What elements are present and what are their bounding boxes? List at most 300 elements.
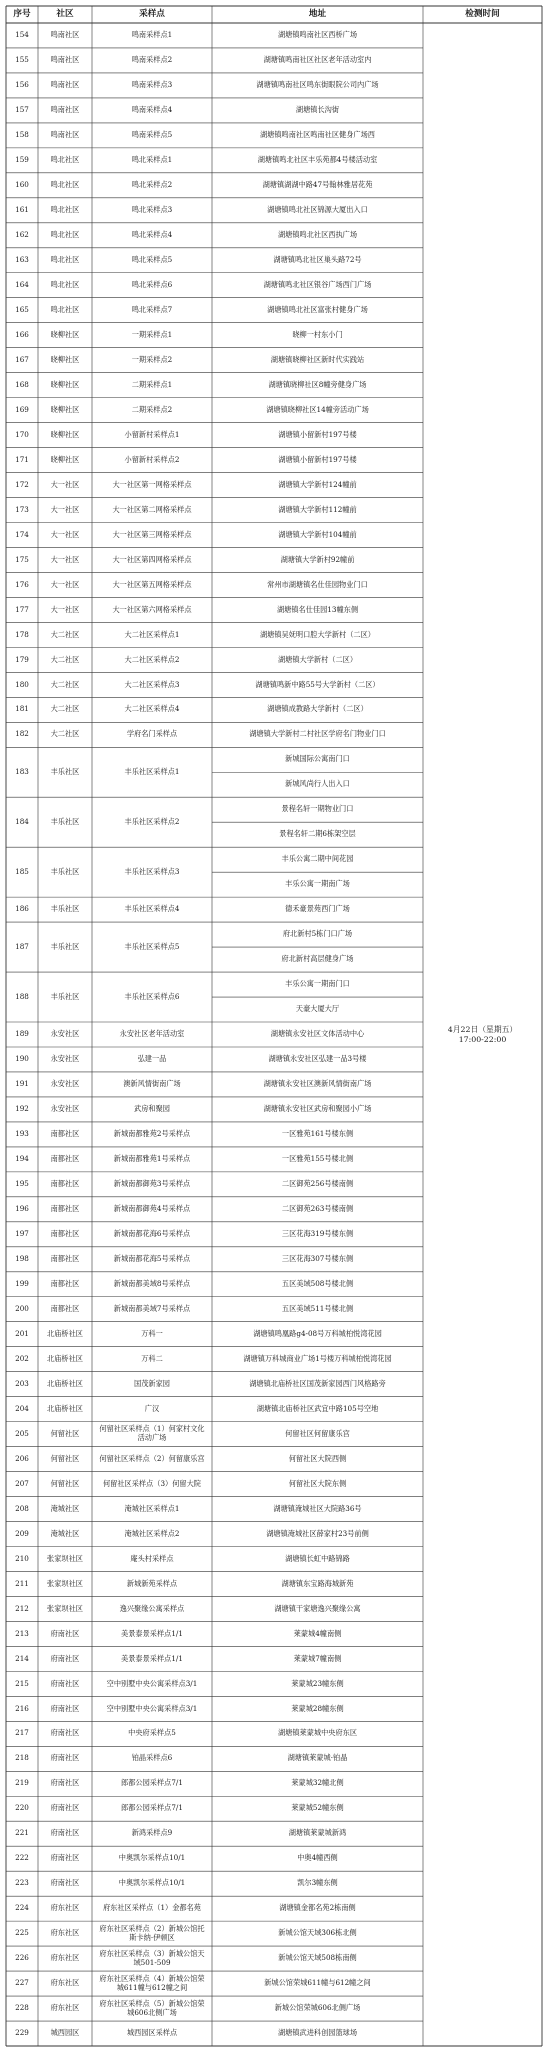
row-number: 227 bbox=[15, 1978, 29, 1988]
row-site: 新城南都雅苑2号采样点 bbox=[113, 1129, 191, 1139]
row-address: 新城公馆荣城611幢与612幢之间 bbox=[264, 1978, 371, 1988]
row-community: 晓柳社区 bbox=[50, 354, 80, 364]
row-address: 湖塘镇鸣南社区鸣东街眼院公司内广场 bbox=[256, 80, 379, 90]
row-address: 湖塘镇鸣南社区社区老年活动室内 bbox=[263, 55, 372, 65]
row-community: 府南社区 bbox=[50, 1778, 80, 1788]
row-address: 湖塘镇晓柳社区8幢旁健身广场 bbox=[268, 379, 367, 389]
row-address: 新城风尚行人出入口 bbox=[285, 779, 350, 789]
row-number: 225 bbox=[15, 1928, 29, 1938]
row-number: 201 bbox=[15, 1328, 29, 1338]
row-community: 晓柳社区 bbox=[50, 404, 80, 414]
row-address: 湖塘镇鸣北社区锦源大厦出入口 bbox=[267, 204, 368, 214]
row-community: 府南社区 bbox=[50, 1853, 80, 1863]
row-address: 湖塘镇鸣北社区巢头路72号 bbox=[273, 254, 362, 264]
row-address: 湖塘镇晓柳社区新时代实践站 bbox=[270, 354, 365, 364]
row-site: 大二社区采样点4 bbox=[124, 704, 180, 714]
row-number: 154 bbox=[15, 30, 29, 40]
row-address: 何留社区何留康乐宫 bbox=[285, 1428, 350, 1438]
row-number: 186 bbox=[15, 904, 29, 914]
row-community: 晓柳社区 bbox=[50, 329, 80, 339]
row-community: 大一社区 bbox=[50, 529, 80, 539]
row-community: 鸣南社区 bbox=[50, 55, 80, 65]
row-number: 168 bbox=[15, 379, 29, 389]
row-site: 鸣北采样点4 bbox=[131, 229, 173, 239]
row-address: 湖塘镇大学新村112幢前 bbox=[278, 504, 357, 514]
row-number: 187 bbox=[15, 941, 29, 951]
row-number: 195 bbox=[15, 1179, 29, 1189]
row-address: 莱蒙城52幢东侧 bbox=[291, 1803, 344, 1813]
row-number: 198 bbox=[15, 1253, 29, 1263]
row-number: 188 bbox=[15, 991, 29, 1001]
header-time: 检测时间 bbox=[465, 9, 500, 20]
row-address: 湖塘镇北庙桥社区武宜中路105号空地 bbox=[256, 1403, 379, 1413]
row-site: 大一社区第三网格采样点 bbox=[112, 529, 192, 539]
row-number: 226 bbox=[15, 1953, 29, 1963]
row-address: 莱蒙城32幢北侧 bbox=[291, 1778, 344, 1788]
row-site: 鸣南采样点1 bbox=[131, 30, 173, 40]
row-address: 湖塘镇湖湖中路47号翰林雅居花苑 bbox=[262, 180, 373, 189]
row-site: 新城南都御苑4号采样点 bbox=[113, 1203, 191, 1213]
row-number: 162 bbox=[15, 229, 29, 239]
row-number: 170 bbox=[15, 429, 29, 439]
row-address: 府北新村5栋门口广场 bbox=[282, 929, 353, 939]
row-community: 府东社区 bbox=[50, 1903, 80, 1913]
row-site: 大二社区采样点1 bbox=[124, 629, 180, 639]
row-number: 158 bbox=[15, 130, 29, 140]
row-site: 丰乐社区采样点6 bbox=[124, 991, 180, 1001]
row-number: 217 bbox=[15, 1728, 29, 1738]
row-number: 185 bbox=[15, 866, 29, 876]
row-number: 179 bbox=[15, 654, 29, 664]
row-community: 府东社区 bbox=[50, 1953, 80, 1963]
row-address: 二区御苑256号楼南侧 bbox=[281, 1179, 354, 1189]
row-address: 湖塘镇莱蒙城·铂晶 bbox=[287, 1753, 348, 1763]
row-number: 163 bbox=[15, 254, 29, 264]
row-site: 鸣北采样点6 bbox=[131, 279, 173, 289]
row-site: 新城南都美域8号采样点 bbox=[113, 1278, 191, 1288]
row-site: 府东社区采样点（1）金都名苑 bbox=[102, 1903, 201, 1913]
row-community: 晓柳社区 bbox=[50, 429, 80, 439]
row-address: 湖塘镇莱蒙城新鸿 bbox=[288, 1828, 347, 1838]
row-site: 国茂新家园 bbox=[134, 1378, 170, 1388]
row-number: 160 bbox=[15, 180, 29, 189]
row-address: 湖塘镇万科城商业广场1号楼万科城柏悦湾花园 bbox=[243, 1353, 392, 1363]
test-time: 4月22日（星期五） 17:00-22:00 bbox=[447, 1025, 518, 1044]
row-community: 府南社区 bbox=[50, 1728, 80, 1738]
row-number: 183 bbox=[15, 766, 29, 776]
row-site: 大二社区采样点3 bbox=[124, 679, 180, 689]
row-site: 何留社区采样点（1）何家村文化活动广场 bbox=[99, 1424, 205, 1443]
row-address: 湖塘镇莱蒙城中央府东区 bbox=[277, 1728, 358, 1738]
row-number: 157 bbox=[15, 105, 29, 115]
row-site: 大二社区采样点2 bbox=[124, 654, 180, 664]
row-number: 206 bbox=[15, 1453, 29, 1463]
row-site: 美景泰景采样点1/1 bbox=[121, 1653, 183, 1663]
row-community: 丰乐社区 bbox=[50, 904, 80, 914]
row-site: 武房和聚园 bbox=[134, 1104, 170, 1114]
row-site: 丰乐社区采样点2 bbox=[124, 816, 180, 826]
row-address: 莱蒙城28幢东侧 bbox=[291, 1703, 344, 1713]
row-site: 府东社区采样点（3）新城公馆天域501-509 bbox=[99, 1948, 205, 1967]
row-site: 淹城社区采样点2 bbox=[124, 1528, 180, 1538]
row-address: 天豪大厦大厅 bbox=[295, 1004, 340, 1014]
row-site: 府东社区采样点（4）新城公馆荣城611幢与612幢之间 bbox=[99, 1973, 205, 1992]
row-number: 184 bbox=[15, 816, 29, 826]
header-seq: 序号 bbox=[13, 9, 31, 20]
row-community: 永安社区 bbox=[50, 1079, 80, 1089]
row-community: 南都社区 bbox=[50, 1228, 80, 1238]
row-number: 165 bbox=[15, 304, 29, 314]
row-number: 212 bbox=[15, 1603, 29, 1613]
row-community: 鸣南社区 bbox=[50, 105, 80, 115]
row-address: 湖塘镇大学新村二村社区学府名门物业门口 bbox=[249, 729, 386, 739]
row-number: 196 bbox=[15, 1203, 29, 1213]
row-community: 府东社区 bbox=[50, 2003, 80, 2013]
row-site: 鸣南采样点3 bbox=[131, 80, 173, 90]
row-site: 鸣北采样点1 bbox=[131, 155, 173, 165]
row-community: 大一社区 bbox=[50, 479, 80, 489]
row-number: 194 bbox=[15, 1154, 29, 1164]
row-community: 鸣北社区 bbox=[50, 279, 80, 289]
row-site: 二期采样点1 bbox=[131, 379, 173, 389]
row-site: 鸣北采样点2 bbox=[131, 180, 173, 189]
row-community: 鸣南社区 bbox=[50, 130, 80, 140]
row-site: 中奥凯尔采样点10/1 bbox=[118, 1878, 186, 1888]
row-number: 222 bbox=[15, 1853, 29, 1863]
row-community: 北庙桥社区 bbox=[47, 1353, 83, 1363]
row-address: 湖塘镇鸣北社区丰乐苑都4号楼活动室 bbox=[257, 155, 378, 165]
row-community: 大一社区 bbox=[50, 504, 80, 514]
row-address: 一区雅苑155号楼北侧 bbox=[281, 1154, 354, 1164]
row-address: 何留社区大院东侧 bbox=[288, 1478, 347, 1488]
row-community: 府南社区 bbox=[50, 1703, 80, 1713]
row-site: 永安社区老年活动室 bbox=[119, 1029, 185, 1039]
row-address: 丰乐公寓一期南广场 bbox=[285, 879, 350, 889]
row-site: 何留社区采样点（3）何留大院 bbox=[102, 1478, 201, 1488]
row-number: 161 bbox=[15, 204, 29, 214]
row-address: 常州市湖塘镇名仕佳园物业门口 bbox=[267, 579, 368, 589]
header-community: 社区 bbox=[56, 9, 74, 20]
row-address: 新城公馆荣城606北侧广场 bbox=[274, 2003, 361, 2013]
row-community: 府南社区 bbox=[50, 1828, 80, 1838]
row-address: 中奥4幢西侧 bbox=[297, 1853, 338, 1863]
row-community: 南都社区 bbox=[50, 1303, 80, 1313]
row-site: 小留新村采样点1 bbox=[124, 429, 180, 439]
row-number: 202 bbox=[15, 1353, 29, 1363]
row-address: 湖塘镇永安社区文体活动中心 bbox=[270, 1029, 365, 1039]
row-address: 湖塘镇晓柳社区14幢旁活动广场 bbox=[266, 404, 369, 414]
row-community: 张家坝社区 bbox=[47, 1578, 83, 1588]
row-number: 203 bbox=[15, 1378, 29, 1388]
row-community: 丰乐社区 bbox=[50, 941, 80, 951]
row-site: 府东社区采样点（2）新城公馆托斯卡纳·伊顿区 bbox=[99, 1923, 205, 1942]
row-number: 199 bbox=[15, 1278, 29, 1288]
row-community: 南都社区 bbox=[50, 1203, 80, 1213]
row-number: 155 bbox=[15, 55, 29, 65]
row-site: 鸣南采样点5 bbox=[131, 130, 173, 140]
row-address: 新城公馆天域508栋南侧 bbox=[278, 1953, 357, 1963]
row-address: 二区御苑263号楼南侧 bbox=[281, 1203, 354, 1213]
row-address: 凯尔3幢东侧 bbox=[297, 1878, 338, 1888]
row-address: 湖塘镇鸣新中路55号大学新村（二区） bbox=[255, 679, 380, 689]
row-number: 176 bbox=[15, 579, 29, 589]
row-community: 何留社区 bbox=[50, 1478, 80, 1488]
row-community: 永安社区 bbox=[50, 1054, 80, 1064]
row-address: 德禾豪景苑西门广场 bbox=[285, 904, 350, 914]
header-address: 地址 bbox=[308, 9, 327, 20]
row-site: 鸣南采样点4 bbox=[131, 105, 173, 115]
row-number: 213 bbox=[15, 1628, 29, 1638]
row-community: 城西园区 bbox=[50, 2028, 80, 2038]
row-community: 何留社区 bbox=[50, 1453, 80, 1463]
row-number: 169 bbox=[15, 404, 29, 414]
row-address: 湖塘镇成教路大学新村（二区） bbox=[267, 704, 368, 714]
row-site: 二期采样点2 bbox=[131, 404, 173, 414]
row-site: 铂晶采样点6 bbox=[131, 1753, 173, 1763]
row-address: 莱蒙城4幢南侧 bbox=[293, 1628, 342, 1638]
row-site: 鸣北采样点7 bbox=[131, 304, 173, 314]
row-community: 北庙桥社区 bbox=[47, 1403, 83, 1413]
row-number: 174 bbox=[15, 529, 29, 539]
row-number: 224 bbox=[15, 1903, 29, 1913]
header-site: 采样点 bbox=[139, 9, 165, 20]
row-site: 丰乐社区采样点4 bbox=[124, 904, 180, 914]
row-number: 221 bbox=[15, 1828, 29, 1838]
row-address: 湖塘镇小留新村197号楼 bbox=[278, 454, 357, 464]
row-address: 湖塘镇永安社区武房和聚园小广场 bbox=[263, 1104, 372, 1114]
row-community: 南都社区 bbox=[50, 1154, 80, 1164]
row-number: 193 bbox=[15, 1129, 29, 1139]
row-address: 何留社区大院西侧 bbox=[288, 1453, 347, 1463]
row-address: 一区雅苑161号楼东侧 bbox=[281, 1129, 354, 1139]
row-site: 郎都公园采样点7/1 bbox=[121, 1803, 183, 1813]
row-number: 191 bbox=[15, 1079, 29, 1089]
row-number: 210 bbox=[15, 1553, 29, 1563]
row-address: 湖塘镇大学新村（二区） bbox=[277, 654, 358, 664]
row-community: 大一社区 bbox=[50, 554, 80, 564]
row-number: 171 bbox=[15, 454, 29, 464]
row-site: 大一社区第二网格采样点 bbox=[112, 504, 192, 514]
row-community: 鸣北社区 bbox=[50, 180, 80, 189]
row-site: 鸣北采样点3 bbox=[131, 204, 173, 214]
row-site: 新城南都雅苑1号采样点 bbox=[113, 1154, 191, 1164]
row-number: 172 bbox=[15, 479, 29, 489]
row-community: 鸣北社区 bbox=[50, 229, 80, 239]
row-number: 218 bbox=[15, 1753, 29, 1763]
row-community: 北庙桥社区 bbox=[47, 1378, 83, 1388]
row-site: 中奥凯尔采样点10/1 bbox=[118, 1853, 186, 1863]
row-address: 湖塘镇鸣北社区银谷广场西门广场 bbox=[263, 279, 372, 289]
row-site: 万科二 bbox=[141, 1353, 163, 1363]
row-site: 新城南都花海5号采样点 bbox=[113, 1253, 191, 1263]
row-site: 鸣北采样点5 bbox=[131, 254, 173, 264]
row-number: 216 bbox=[15, 1703, 29, 1713]
row-address: 湖塘镇金都名苑2栋南侧 bbox=[279, 1903, 356, 1913]
row-site: 学府名门采样点 bbox=[126, 729, 178, 739]
row-site: 新城南都御苑3号采样点 bbox=[113, 1179, 191, 1189]
row-community: 大一社区 bbox=[50, 579, 80, 589]
row-site: 空中别墅中央公寓采样点3/1 bbox=[106, 1703, 198, 1713]
row-community: 晓柳社区 bbox=[50, 454, 80, 464]
row-community: 张家坝社区 bbox=[47, 1603, 83, 1613]
row-community: 府东社区 bbox=[50, 1978, 80, 1988]
row-number: 209 bbox=[15, 1528, 29, 1538]
row-community: 晓柳社区 bbox=[50, 379, 80, 389]
row-site: 新城新苑采样点 bbox=[126, 1578, 178, 1588]
row-number: 189 bbox=[15, 1029, 29, 1039]
row-address: 丰乐公寓一期南门口 bbox=[285, 979, 350, 989]
row-number: 190 bbox=[15, 1054, 29, 1064]
row-community: 大二社区 bbox=[50, 729, 80, 739]
row-address: 三区花海307号楼东侧 bbox=[281, 1253, 354, 1263]
row-community: 鸣北社区 bbox=[50, 254, 80, 264]
row-address: 湖塘镇北庙桥社区国茂新家园西门风格路旁 bbox=[249, 1378, 386, 1388]
row-number: 197 bbox=[15, 1228, 29, 1238]
row-site: 淹城社区采样点1 bbox=[124, 1503, 180, 1513]
row-site: 大一社区第四网格采样点 bbox=[112, 554, 192, 564]
row-address: 景程名轩一期物业门口 bbox=[281, 804, 354, 814]
row-number: 223 bbox=[15, 1878, 29, 1888]
row-number: 178 bbox=[15, 629, 29, 639]
row-address: 新城国际公寓南门口 bbox=[285, 754, 350, 764]
row-site: 中央府采样点5 bbox=[128, 1728, 176, 1738]
row-number: 156 bbox=[15, 80, 29, 90]
row-number: 215 bbox=[15, 1678, 29, 1688]
row-number: 164 bbox=[15, 279, 29, 289]
row-community: 丰乐社区 bbox=[50, 866, 80, 876]
row-site: 丰乐社区采样点3 bbox=[124, 866, 180, 876]
row-number: 167 bbox=[15, 354, 29, 364]
row-address: 湖塘镇大学新村104幢前 bbox=[278, 529, 357, 539]
row-address: 湖塘镇大学新村124幢前 bbox=[278, 479, 357, 489]
row-number: 166 bbox=[15, 329, 29, 339]
row-site: 府东社区采样点（5）新城公馆荣城606北侧广场 bbox=[99, 1998, 205, 2017]
row-site: 一期采样点1 bbox=[131, 329, 173, 339]
row-community: 大二社区 bbox=[50, 629, 80, 639]
row-number: 175 bbox=[15, 554, 29, 564]
row-site: 大一社区第六网格采样点 bbox=[112, 604, 192, 614]
row-address: 湖塘镇永安社区弘建一品3号楼 bbox=[268, 1054, 367, 1064]
row-site: 新城南都花海6号采样点 bbox=[113, 1228, 191, 1238]
row-number: 192 bbox=[15, 1104, 29, 1114]
row-site: 郎都公园采样点7/1 bbox=[121, 1778, 183, 1788]
row-address: 湖塘镇干家塘逸兴聚缘公寓 bbox=[274, 1603, 361, 1613]
row-number: 182 bbox=[15, 729, 29, 739]
row-community: 大一社区 bbox=[50, 604, 80, 614]
row-community: 大二社区 bbox=[50, 704, 80, 714]
row-address: 府北新村高层健身广场 bbox=[281, 954, 354, 964]
row-site: 空中别墅中央公寓采样点3/1 bbox=[106, 1678, 198, 1688]
row-community: 张家坝社区 bbox=[47, 1553, 83, 1563]
row-community: 府东社区 bbox=[50, 1928, 80, 1938]
row-community: 南都社区 bbox=[50, 1179, 80, 1189]
row-community: 府南社区 bbox=[50, 1753, 80, 1763]
row-address: 湖塘镇淹城社区薛家村23号前侧 bbox=[266, 1528, 369, 1538]
row-community: 鸣北社区 bbox=[50, 155, 80, 165]
row-site: 新城南都美域7号采样点 bbox=[113, 1303, 191, 1313]
row-community: 府南社区 bbox=[50, 1678, 80, 1688]
row-number: 200 bbox=[15, 1303, 29, 1313]
row-community: 北庙桥社区 bbox=[47, 1328, 83, 1338]
row-community: 丰乐社区 bbox=[50, 766, 80, 776]
row-number: 220 bbox=[15, 1803, 29, 1813]
row-site: 大一社区第五网格采样点 bbox=[112, 579, 192, 589]
row-number: 159 bbox=[15, 155, 29, 165]
row-address: 景程名轩二期6栋架空层 bbox=[279, 829, 356, 839]
row-community: 何留社区 bbox=[50, 1428, 80, 1438]
row-address: 湖塘镇长虹中路锦路 bbox=[285, 1553, 350, 1563]
row-number: 181 bbox=[15, 704, 29, 714]
row-number: 177 bbox=[15, 604, 29, 614]
row-address: 湖塘镇鸣南社区鸣南社区健身广场西 bbox=[259, 130, 375, 140]
row-address: 湖塘镇吴妩明口腔大学新村（二区） bbox=[259, 629, 375, 639]
row-community: 南都社区 bbox=[50, 1253, 80, 1263]
row-number: 180 bbox=[15, 679, 29, 689]
row-number: 229 bbox=[15, 2028, 29, 2038]
row-community: 鸣北社区 bbox=[50, 204, 80, 214]
row-community: 府南社区 bbox=[50, 1628, 80, 1638]
row-site: 美景泰景采样点1/1 bbox=[121, 1628, 183, 1638]
row-community: 淹城社区 bbox=[50, 1503, 80, 1513]
row-address: 丰乐公寓二期中间花园 bbox=[281, 854, 354, 864]
row-community: 南都社区 bbox=[50, 1129, 80, 1139]
row-site: 鸣南采样点2 bbox=[131, 55, 173, 65]
row-address: 湖塘镇小留新村197号楼 bbox=[278, 429, 357, 439]
row-address: 湖塘镇名仕佳园13幢东侧 bbox=[276, 604, 359, 614]
row-number: 173 bbox=[15, 504, 29, 514]
row-community: 鸣南社区 bbox=[50, 80, 80, 90]
row-address: 湖塘镇东宝路海城新苑 bbox=[281, 1578, 354, 1588]
row-address: 五区美域508号楼北侧 bbox=[281, 1278, 354, 1288]
row-community: 大二社区 bbox=[50, 654, 80, 664]
row-address: 莱蒙城23幢东侧 bbox=[291, 1678, 344, 1688]
row-number: 214 bbox=[15, 1653, 29, 1663]
row-community: 淹城社区 bbox=[50, 1528, 80, 1538]
row-site: 弘建一品 bbox=[137, 1054, 167, 1064]
row-community: 南都社区 bbox=[50, 1278, 80, 1288]
row-number: 207 bbox=[15, 1478, 29, 1488]
row-address: 湖塘镇鸣南社区西桥广场 bbox=[277, 30, 358, 40]
row-community: 府南社区 bbox=[50, 1803, 80, 1813]
row-site: 丰乐社区采样点5 bbox=[124, 941, 180, 951]
row-community: 鸣南社区 bbox=[50, 30, 80, 40]
row-address: 湖塘镇鸣北社区富张村健身广场 bbox=[267, 304, 368, 314]
row-site: 新鸿采样点9 bbox=[131, 1828, 173, 1838]
row-number: 204 bbox=[15, 1403, 29, 1413]
row-site: 广汉 bbox=[144, 1403, 160, 1413]
row-site: 大一社区第一网格采样点 bbox=[112, 479, 192, 489]
row-address: 湖塘镇淹城社区大院路36号 bbox=[273, 1503, 362, 1513]
row-number: 208 bbox=[15, 1503, 29, 1513]
row-address: 湖塘镇武进科创园篮球场 bbox=[277, 2028, 358, 2038]
row-site: 小留新村采样点2 bbox=[124, 454, 180, 464]
row-number: 219 bbox=[15, 1778, 29, 1788]
row-community: 鸣北社区 bbox=[50, 304, 80, 314]
row-number: 205 bbox=[15, 1428, 29, 1438]
row-community: 永安社区 bbox=[50, 1104, 80, 1114]
row-community: 府南社区 bbox=[50, 1878, 80, 1888]
row-address: 湖塘镇鸣凰路g4-08号万科城柏悦湾花园 bbox=[253, 1328, 382, 1338]
row-number: 211 bbox=[15, 1578, 29, 1588]
row-site: 万科一 bbox=[141, 1328, 163, 1338]
row-address: 三区花海319号楼东侧 bbox=[281, 1228, 354, 1238]
row-site: 城西园区采样点 bbox=[126, 2028, 178, 2038]
row-community: 永安社区 bbox=[50, 1029, 80, 1039]
row-address: 湖塘镇永安社区澳新风情街南广场 bbox=[263, 1079, 372, 1089]
row-number: 228 bbox=[15, 2003, 29, 2013]
row-community: 丰乐社区 bbox=[50, 991, 80, 1001]
row-address: 湖塘镇长沟街 bbox=[295, 105, 340, 115]
